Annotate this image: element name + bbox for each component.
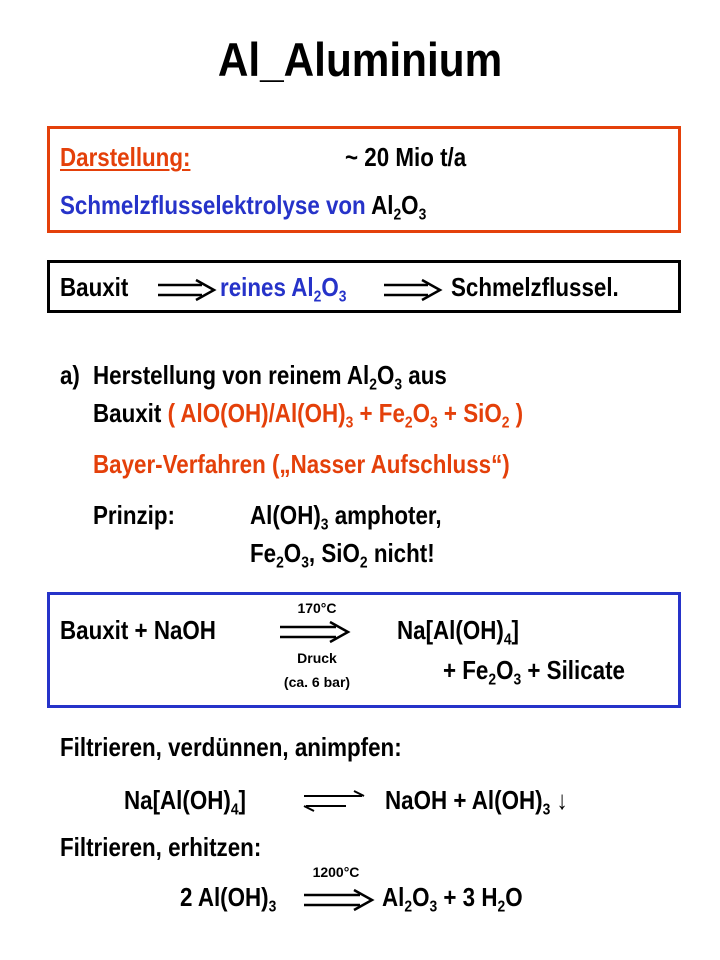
equilibrium-right: NaOH + $Al(OH)_3$ ↓ bbox=[385, 785, 568, 819]
prinzip-line2: $Fe_2O_3$, SiO$_2$ nicht! bbox=[250, 538, 435, 572]
reaction1-left: Bauxit + NaOH bbox=[60, 615, 216, 645]
reaction1-product1: $Na[Al(OH)_4]$ bbox=[397, 615, 519, 649]
section-heading-line2: Bauxit ( $AlO(OH)/Al(OH)_3 + Fe_2O_3 + SiO_2$ ) bbox=[93, 398, 524, 432]
double-arrow-icon bbox=[384, 280, 442, 300]
step-filter-dilute-seed: Filtrieren, verdünnen, animpfen: bbox=[60, 732, 402, 762]
reaction1-product2: + $Fe_2O_3$ + Silicate bbox=[443, 655, 625, 689]
darstellung-label: Darstellung: bbox=[60, 142, 191, 172]
prinzip-line1: $Al(OH)_3$ amphoter, bbox=[250, 500, 442, 534]
double-arrow-icon bbox=[158, 280, 216, 300]
page-title: Al_Aluminium bbox=[217, 33, 503, 86]
process-step-electrolysis: Schmelzflussel. bbox=[451, 272, 619, 302]
step-filter-heat: Filtrieren, erhitzen: bbox=[60, 832, 262, 862]
process-step-al2o3: reines $Al_2O_3$ bbox=[220, 272, 347, 306]
bayer-process: Bayer-Verfahren („Nasser Aufschluss“) bbox=[93, 449, 510, 479]
reaction2-temperature: 1200°C bbox=[312, 864, 360, 880]
reaction2-left: 2 $Al(OH)_3$ bbox=[180, 882, 277, 916]
reaction-box bbox=[47, 592, 681, 708]
reaction2-right: $Al_2O_3 + 3$ $H_2O$ bbox=[382, 882, 523, 916]
reaction1-pressure-value: (ca. 6 bar) bbox=[283, 674, 351, 690]
double-arrow-icon bbox=[304, 890, 374, 910]
equilibrium-arrow-icon bbox=[302, 790, 366, 812]
process-step-bauxit: Bauxit bbox=[60, 272, 129, 302]
equilibrium-left: $Na[Al(OH)_4]$ bbox=[124, 785, 246, 819]
production-amount: ~ 20 Mio t/a bbox=[345, 142, 467, 172]
section-heading-line1: Herstellung von reinem $Al_2O_3$ aus bbox=[93, 360, 447, 394]
double-arrow-icon bbox=[280, 622, 350, 642]
method-line: Schmelzflusselektrolyse von $Al_2O_3$ bbox=[60, 190, 427, 224]
reaction1-temperature: 170°C bbox=[297, 600, 337, 616]
reaction1-pressure: Druck bbox=[297, 650, 337, 666]
prinzip-label: Prinzip: bbox=[93, 500, 175, 530]
section-marker: a) bbox=[60, 360, 80, 390]
